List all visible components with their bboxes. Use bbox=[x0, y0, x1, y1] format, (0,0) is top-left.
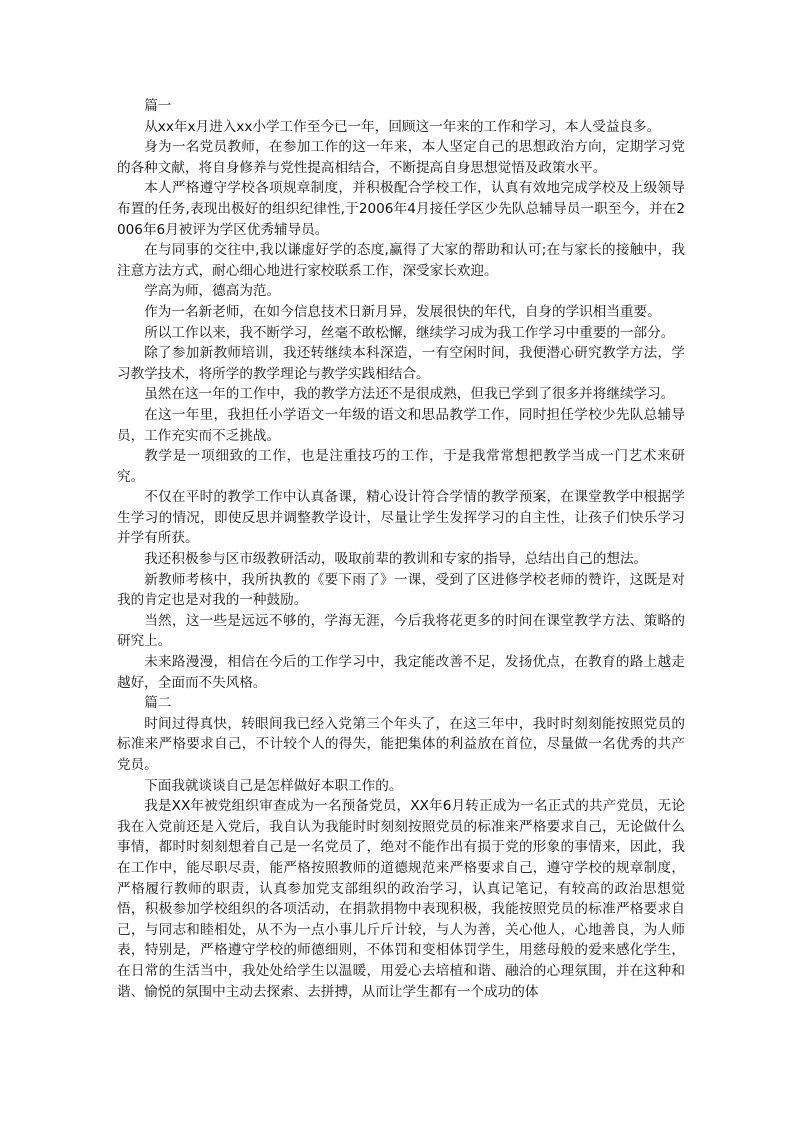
paragraph: 在这一年里，我担任小学语文一年级的语文和思品教学工作，同时担任学校少先队总辅导员，工作充实而不乏挑战。 bbox=[117, 406, 685, 444]
paragraph: 时间过得真快，转眼间我已经入党第三个年头了，在这三年中，我时时刻刻能按照党员的标准来严格要求自己，不计较个人的得失，能把集体的利益放在首位，尽量做一名优秀的共产党员。 bbox=[117, 715, 685, 773]
section-heading: 篇一 bbox=[144, 98, 172, 114]
paragraph: 未来路漫漫，相信在今后的工作学习中，我定能改善不足，发扬优点，在教育的路上越走越好，全面而不失风格。 bbox=[117, 654, 685, 691]
paragraph: 新教师考核中，我所执教的《要下雨了》一课，受到了区进修学校老师的赞许，这既是对我的肯定也是对我的一种鼓励。 bbox=[117, 571, 685, 609]
paragraph: 学高为师，德高为范。 bbox=[144, 283, 281, 300]
paragraph: 从xx年x月进入xx小学工作至今已一年，回顾这一年来的工作和学习，本人受益良多。 bbox=[144, 118, 661, 135]
paragraph: 作为一名新老师，在如今信息技术日新月异，发展很快的年代，自身的学识相当重要。 bbox=[144, 303, 661, 320]
paragraph: 不仅在平时的教学工作中认真备课，精心设计符合学情的教学预案，在课堂教学中根据学生学习的情况，即使反思并调整教学设计，尽量让学生发挥学习的自主性，让孩子们快乐学习并学有所获。 bbox=[117, 489, 685, 547]
paragraph: 我还积极参与区市级教研活动，吸取前辈的教训和专家的指导，总结出自己的想法。 bbox=[144, 551, 648, 568]
paragraph: 身为一名党员教师，在参加工作的这一年来，本人坚定自己的思想政治方向，定期学习党的各种文献，将自身修养与党性提高相结合，不断提高自身思想觉悟及政策水平。 bbox=[117, 139, 685, 176]
paragraph: 我是XX年被党组织审查成为一名预备党员，XX年6月转正成为一名正式的共产党员，无论我在入党前还是入党后，我自认为我能时时刻刻按照党员的标准来严格要求自己，无论做什么事情，都时时刻刻想着自己是一名党员了，绝对不能作出有损于党的形象的事情来，因此，我在工作中，能尽职尽责，能严格按照教师的道德规范来严格要求自己，遵守学校的规章制度，严格履行教师的职责，认真参加党支部组织的政治学习，认真记笔记，有较高的政治思想觉悟，积极参加学校组织的各项活动，在捐款捐物中表现积极，我能按照党员的标准严格要求自己，与同志和睦相处，从不为一点小事儿斤斤计较，与人为善，关心他人，心地善良，为人师表，特别是，严格遵守学校的师德细则，不体罚和变相体罚学生，用慈母般的爱来感化学生，在日常的生活当中，我处处给学生以温暖，用爱心去培植和谐、融洽的心理氛围，并在这种和谐、愉悦的氛围中主动去探索、去拼搏，从而让学生都有一个成功的体 bbox=[117, 798, 685, 1000]
paragraph: 虽然在这一年的工作中，我的教学方法还不是很成熟，但我已学到了很多并将继续学习。 bbox=[144, 386, 675, 403]
paragraph: 在与同事的交往中,我以谦虚好学的态度,赢得了大家的帮助和认可;在与家长的接触中，我注意方法方式，耐心细心地进行家校联系工作，深受家长欢迎。 bbox=[117, 242, 685, 279]
paragraph: 下面我就谈谈自己是怎样做好本职工作的。 bbox=[144, 777, 403, 794]
paragraph: 本人严格遵守学校各项规章制度，并积极配合学校工作，认真有效地完成学校及上级领导布置的任务,表现出极好的组织纪律性,于2006年4月接任学区少先队总辅导员一职至今，并在2006年6月被评为学区优秀辅导员。 bbox=[117, 180, 685, 238]
paragraph: 所以工作以来，我不断学习，丝毫不敢松懈，继续学习成为我工作学习中重要的一部分。 bbox=[144, 324, 675, 341]
document-body bbox=[117, 96, 685, 1002]
paragraph: 教学是一项细致的工作，也是注重技巧的工作，于是我常常想把教学当成一门艺术来研究。 bbox=[117, 448, 685, 485]
paragraph: 当然，这一些是远远不够的，学海无涯，今后我将花更多的时间在课堂教学方法、策略的研究上。 bbox=[117, 612, 685, 650]
paragraph: 除了参加新教师培训，我还转继续本科深造，一有空闲时间，我便潜心研究教学方法，学习教学技术，将所学的教学理论与教学实践相结合。 bbox=[117, 345, 685, 382]
section-heading: 篇二 bbox=[144, 695, 172, 712]
